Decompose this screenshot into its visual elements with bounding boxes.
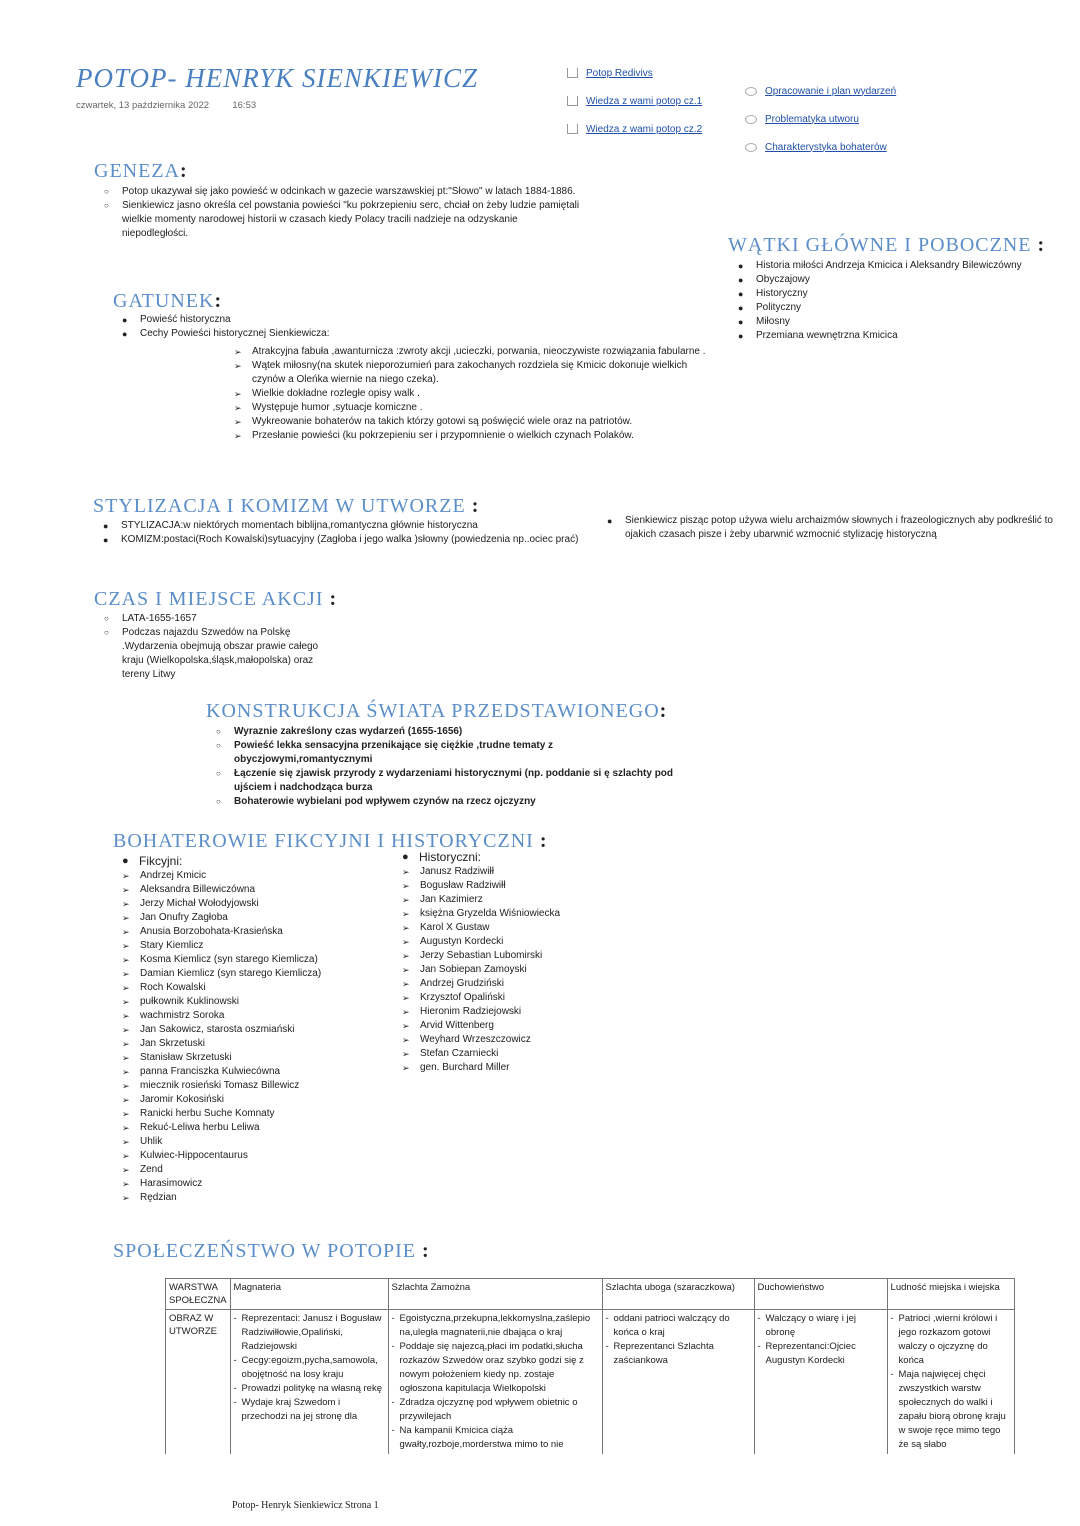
section-geneza [94, 160, 584, 241]
list-item: ○ Łączenie się zjawisk przyrody z wydarzeniami historycznymi (np. poddanie si ę szlachty pod ujściem i nadchodząca burza [216, 767, 686, 795]
list-item: ➢ Kulwiec-Hippocentaurus [122, 1149, 392, 1163]
list-item: ➢ Weyhard Wrzeszczowicz [402, 1033, 672, 1047]
list-item: ○ Bohaterowie wybielani pod wpływem czynów na rzecz ojczyzny [216, 795, 686, 809]
list-item: ➢ Rekuć-Leliwa herbu Leliwa [122, 1121, 392, 1135]
list-item: ○ Podczas najazdu Szwedów na Polskę .Wydarzenia obejmują obszar prawie całego kraju (Wielkopolska,śląsk,małopolska) oraz tereny Litwy [104, 626, 339, 682]
link-icon [745, 115, 757, 124]
list-item: - Reprezentaci: Janusz i Bogusław Radziwiłłowie,Opaliński, Radziejowski [234, 1312, 385, 1354]
list-item: ● Polityczny [738, 301, 1073, 315]
list-item: - oddani patrioci walczący do końca o kraj [606, 1312, 751, 1340]
link-problematyka[interactable]: Problematyka utworu [765, 113, 859, 125]
list-item: ➢ Harasimowicz [122, 1177, 392, 1191]
page-footer: Potop- Henryk Sienkiewicz Strona 1 [232, 1500, 379, 1511]
section-stylizacja [93, 495, 583, 547]
list-item: ● Sienkiewicz pisząc potop używa wielu archaizmów słownych i frazeologicznych aby podkreślić to ojakich czasach pisze i żeby ubarwnić wzmocnić stylizację historyczną [607, 514, 1073, 542]
table-header: Magnateria [230, 1279, 388, 1310]
list-item: ➢ Jan Skrzetuski [122, 1037, 392, 1051]
fikcyjni-label: ● Fikcyjni: [122, 854, 183, 868]
list-item: ➢ miecznik rosieński Tomasz Billewicz [122, 1079, 392, 1093]
list-item: ➢ Hieronim Radziejowski [402, 1005, 672, 1019]
table-cell [887, 1310, 1014, 1455]
list-item: ➢ Ranicki herbu Suche Komnaty [122, 1107, 392, 1121]
list-item: ➢ Stefan Czarniecki [402, 1047, 672, 1061]
list-item: ➢ Atrakcyjna fabuła ,awanturnicza :zwroty akcji ,ucieczki, porwania, nieoczywiste rozwiązania fabularne . [234, 345, 709, 359]
list-item: ➢ Karol X Gustaw [402, 921, 672, 935]
table-cell [388, 1310, 602, 1455]
table-header: WARSTWA SPOŁECZNA [166, 1279, 231, 1310]
list-item: ➢ Przesłanie powieści (ku pokrzepieniu ser i przypomnienie o wielkich czynach Polaków. [234, 429, 709, 443]
list-item: ➢ Jerzy Michał Wołodyjowski [122, 897, 392, 911]
list-item: - Reprezentanci Szlachta zaściankowa [606, 1340, 751, 1368]
society-table-wrap [165, 1278, 1015, 1454]
list-cechy [234, 345, 709, 443]
list-item: - Patrioci ,wierni królowi i jego rozkazom gotowi walczy o ojczyznę do końca [891, 1312, 1011, 1368]
heading-czas: CZAS I MIEJSCE AKCJI : [94, 588, 338, 610]
list-item: ● Miłosny [738, 315, 1073, 329]
link-icon [745, 143, 757, 152]
list-item: - Wydaje kraj Szwedom i przechodzi na jej stronę dla [234, 1396, 385, 1424]
table-cell [230, 1310, 388, 1455]
list-item: ➢ Janusz Radziwiłł [402, 865, 672, 879]
link-icon [745, 87, 757, 96]
list-item: ➢ Jaromir Kokosiński [122, 1093, 392, 1107]
list-item: ● STYLIZACJA:w niektórych momentach biblijna,romantyczna głównie historyczna [103, 519, 583, 533]
section-gatunek [113, 290, 513, 341]
list-item: ➢ Bogusław Radziwiłł [402, 879, 672, 893]
list-item: ● Przemiana wewnętrzna Kmicica [738, 329, 1073, 343]
list-item: ➢ Rędzian [122, 1191, 392, 1205]
list-item: ➢ pułkownik Kuklinowski [122, 995, 392, 1009]
list-item: ➢ Stanisław Skrzetuski [122, 1051, 392, 1065]
link-wiedza-1[interactable]: Wiedza z wami potop cz.1 [586, 95, 703, 107]
list-item: ● Powieść historyczna [122, 313, 513, 327]
list-item: ➢ gen. Burchard Miller [402, 1061, 672, 1075]
list-item: ➢ Augustyn Kordecki [402, 935, 672, 949]
list-item: ➢ Stary Kiemlicz [122, 939, 392, 953]
list-item: - Walczący o wiarę i jej obronę [758, 1312, 884, 1340]
list-item: - Cecgy:egoizm,pycha,samowola, obojętność na losy kraju [234, 1354, 385, 1382]
section-konstrukcja [206, 700, 706, 809]
list-item: ➢ Anusia Borzobohata-Krasieńska [122, 925, 392, 939]
society-table [165, 1278, 1015, 1454]
list-item: ● Historia miłości Andrzeja Kmicica i Aleksandry Bilewiczówny [738, 259, 1073, 273]
list-item: ● KOMIZM:postaci(Roch Kowalski)sytuacyjny (Zagłoba i jego walka )słowny (powiedzenia np..ociec prać) [103, 533, 583, 547]
links-right [745, 84, 896, 154]
list-item: ➢ Andrzej Kmicic [122, 869, 392, 883]
list-item: ● Cechy Powieści historycznej Sienkiewicza: [122, 327, 513, 341]
list-item: ➢ Jan Sobiepan Zamoyski [402, 963, 672, 977]
page-title: POTOP- HENRYK SIENKIEWICZ [76, 63, 479, 93]
list-item: ➢ Kosma Kiemlicz (syn starego Kiemlicza) [122, 953, 392, 967]
page-icon [567, 96, 578, 106]
heading-bohaterowie: BOHATEROWIE FIKCYJNI I HISTORYCZNI : [113, 830, 548, 852]
list-item: - Maja najwięcej chęci zwszystkich warstw społecznych do walki i zapału biorą obronę kraju w swoje ręce mimo tego że są słabo [891, 1368, 1011, 1452]
list-item: - Poddaje się najezcą,płaci im podatki,słucha rozkazów Szwedów oraz szybko godzi się z nowym położeniem kiedy np. zostaje ogłoszona kapitulacja Wielkopolski [392, 1340, 599, 1396]
link-potop-redivivus[interactable]: Potop Redivivs [586, 67, 653, 79]
list-item: ➢ Krzysztof Opaliński [402, 991, 672, 1005]
list-item: ➢ Jan Kazimierz [402, 893, 672, 907]
date-text: czwartek, 13 października 2022 [76, 100, 210, 111]
list-item: ➢ Uhlik [122, 1135, 392, 1149]
list-item: ➢ Roch Kowalski [122, 981, 392, 995]
list-historyczni [402, 849, 672, 1075]
list-item: ○ Sienkiewicz jasno określa cel powstania powieści "ku pokrzepieniu serc, chciał on żeby ludzie pamiętali wielkie momenty narodowej historii w czasach kiedy Polacy tracili nadzieje na odzyskanie niepodległości. [104, 199, 584, 241]
list-item: ➢ Wielkie dokładne rozległe opisy walk . [234, 387, 709, 401]
list-item: - Na kampanii Kmicica ciąża gwałty,rozboje,morderstwa mimo to nie [392, 1424, 599, 1452]
heading-spoleczenstwo: SPOŁECZEŃSTWO W POTOPIE : [113, 1240, 430, 1262]
list-item: ➢ Wątek miłosny(na skutek nieporozumień para zakochanych rozdziela się Kmicic dokonuje wielkich czynów a Oleńka wiernie na niego czeka). [234, 359, 709, 387]
table-header: Ludność miejska i wiejska [887, 1279, 1014, 1310]
list-item: ● Historyczny [738, 287, 1073, 301]
table-cell [754, 1310, 887, 1455]
link-charakterystyka[interactable]: Charakterystyka bohaterów [765, 141, 887, 153]
list-item: ➢ panna Franciszka Kulwiecówna [122, 1065, 392, 1079]
link-opracowanie[interactable]: Opracowanie i plan wydarzeń [765, 85, 897, 97]
list-item: - Zdradza ojczyznę pod wpływem obietnic o przywilejach [392, 1396, 599, 1424]
table-header: Szlachta uboga (szaraczkowa) [602, 1279, 754, 1310]
list-item: ○ Powieść lekka sensacyjna przenikające się ciężkie ,trudne tematy z obyczjowymi,romantycznymi [216, 739, 686, 767]
list-item: ● Obyczajowy [738, 273, 1073, 287]
list-item: ➢ Występuje humor ,sytuacje komiczne . [234, 401, 709, 415]
historyczni-label: ● Historyczni: [402, 850, 482, 864]
list-item: ➢ Wykreowanie bohaterów na takich którzy gotowi są poświęcić wiele oraz na patriotów. [234, 415, 709, 429]
table-header: Szlachta Zamożna [388, 1279, 602, 1310]
heading-stylizacja: STYLIZACJA I KOMIZM W UTWORZE : [93, 495, 480, 517]
list-item: ○ Potop ukazywał się jako powieść w odcinkach w gazecie warszawskiej pt:"Słowo" w latach 1884-1886. [104, 185, 584, 199]
list-item: ➢ Jan Onufry Zagłoba [122, 911, 392, 925]
list-item: ➢ Aleksandra Billewiczówna [122, 883, 392, 897]
list-item: ➢ Zend [122, 1163, 392, 1177]
table-cell: OBRAZ W UTWORZE [166, 1310, 231, 1455]
time-text: 16:53 [232, 100, 257, 111]
list-item: - Reprezentanci:Ojciec Augustyn Kordecki [758, 1340, 884, 1368]
table-row [166, 1310, 1015, 1455]
list-item: ➢ księżna Gryzelda Wiśniowiecka [402, 907, 672, 921]
heading-konstrukcja: KONSTRUKCJA ŚWIATA PRZEDSTAWIONEGO: [206, 700, 668, 722]
table-header: Duchowieństwo [754, 1279, 887, 1310]
link-wiedza-2[interactable]: Wiedza z wami potop cz.2 [586, 123, 703, 135]
list-item: - Egoistyczna,przekupna,lekkomyslna,zaślepio na,uległa magnaterii,nie dbająca o kraj [392, 1312, 599, 1340]
list-item: ➢ Jan Sakowicz, starosta oszmiański [122, 1023, 392, 1037]
list-item: ➢ wachmistrz Soroka [122, 1009, 392, 1023]
list-item: ➢ Arvid Wittenberg [402, 1019, 672, 1033]
list-fikcyjni [122, 853, 392, 1205]
heading-gatunek: GATUNEK: [113, 290, 223, 312]
list-item: ➢ Damian Kiemlicz (syn starego Kiemlicza) [122, 967, 392, 981]
list-item: ➢ Jerzy Sebastian Lubomirski [402, 949, 672, 963]
page-date [76, 100, 256, 111]
list-item: ➢ Andrzej Grudziński [402, 977, 672, 991]
page-icon [567, 68, 578, 78]
list-item: ○ Wyraznie zakreślony czas wydarzeń (1655-1656) [216, 725, 686, 739]
heading-geneza: GENEZA: [94, 160, 188, 182]
page-icon [567, 124, 578, 134]
list-item: ○ LATA-1655-1657 [104, 612, 339, 626]
stylizacja-note [607, 514, 1073, 542]
heading-watki: WĄTKI GŁÓWNE I POBOCZNE : [728, 234, 1046, 256]
section-watki [728, 234, 1073, 343]
section-czas [94, 588, 354, 682]
links-left [567, 66, 702, 136]
list-item: - Prowadzi politykę na własną rekę [234, 1382, 385, 1396]
table-cell [602, 1310, 754, 1455]
